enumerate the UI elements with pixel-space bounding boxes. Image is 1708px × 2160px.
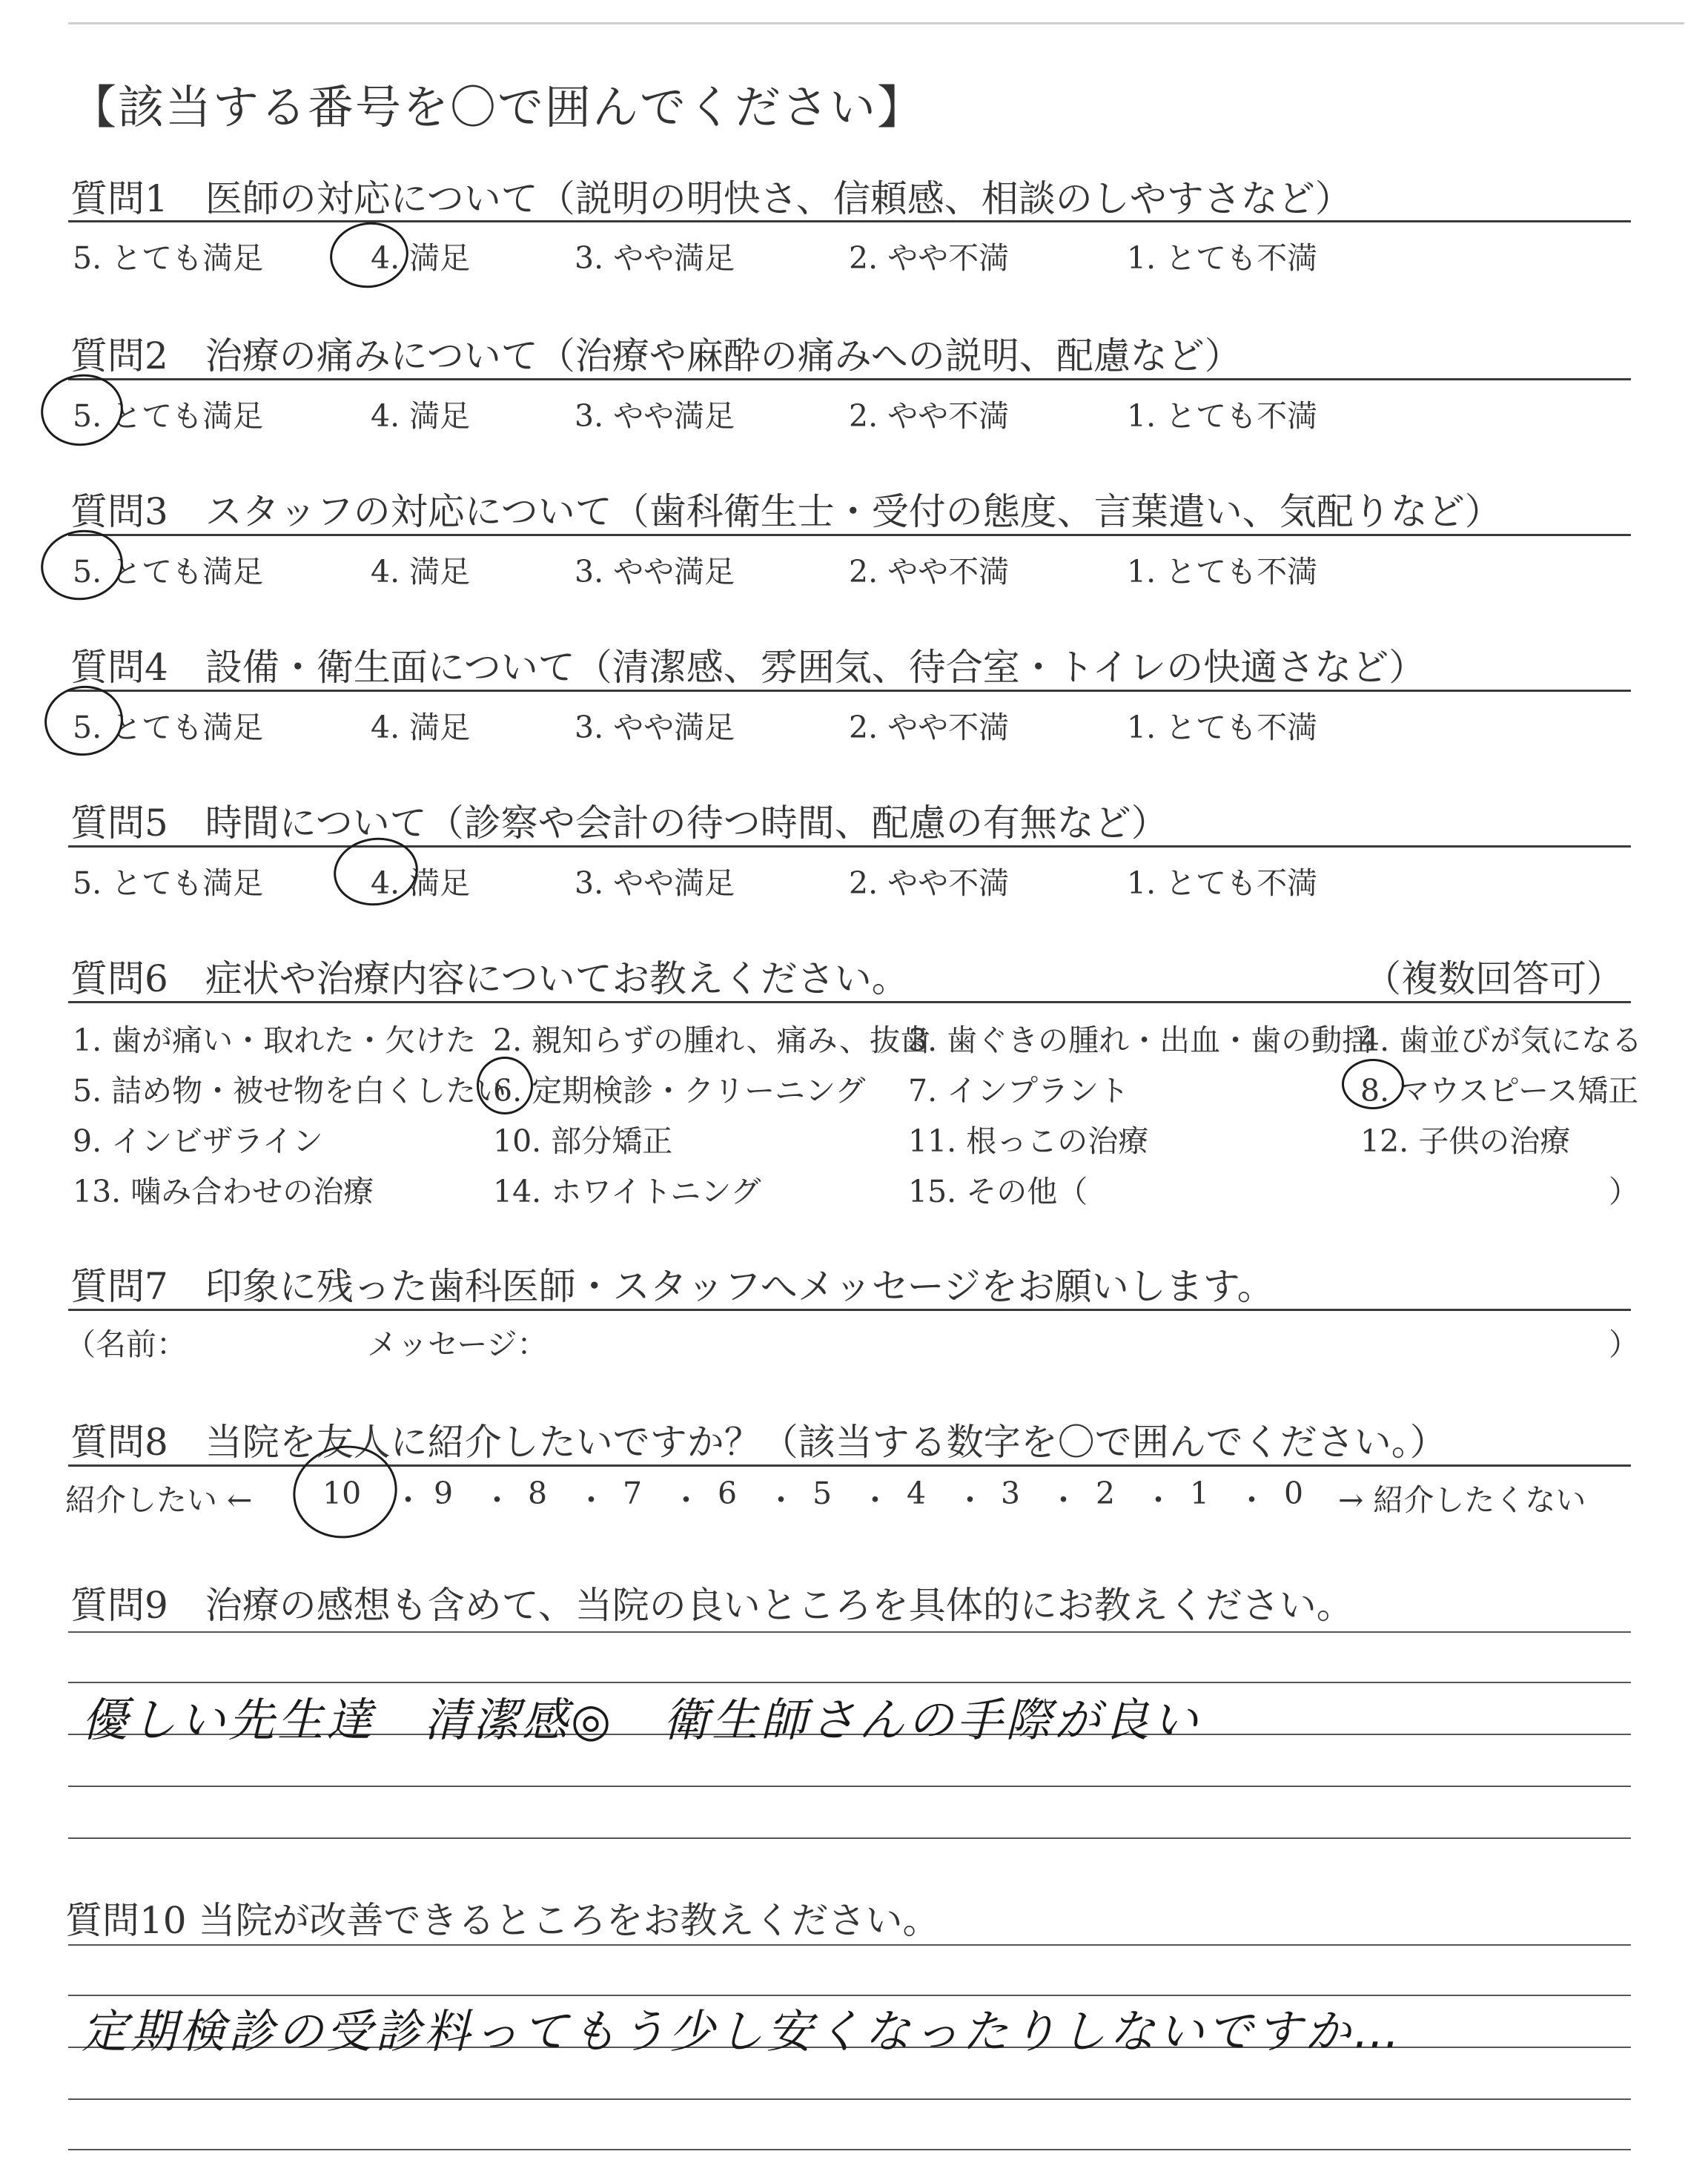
q6-item-6[interactable]: 6. 定期検診・クリーニング [493,1073,866,1109]
question-10-title: 質問10 当院が改善できるところをお教えください。 [65,1899,940,1942]
question-3-title: 質問3 スタッフの対応について（歯科衛生士・受付の態度、言葉遣い、気配りなど） [70,490,1502,533]
q10-answer-line-4 [68,2098,1631,2100]
q8-score-8[interactable]: 8 [528,1476,548,1511]
q8-separator: ・ [955,1482,985,1518]
q6-item-15-close: ） [1609,1174,1639,1209]
q8-left-label: 紹介したい ← [65,1482,253,1518]
q6-item-11[interactable]: 11. 根っこの治療 [908,1123,1149,1159]
q2-option-4[interactable]: 4. 満足 [371,398,471,434]
q8-score-10[interactable]: 10 [322,1476,362,1511]
q9-handwritten-answer: 優しい先生達 清潔感◎ 衛生師さんの手際が良い [82,1693,1202,1747]
q2-option-5[interactable]: 5. とても満足 [73,398,264,434]
q1-option-2[interactable]: 2. やや不満 [849,240,1010,276]
question-4-rule [68,690,1631,692]
q10-answer-line-1 [68,1944,1631,1946]
q3-option-1[interactable]: 1. とても不満 [1127,554,1318,589]
q6-item-10[interactable]: 10. 部分矯正 [493,1123,673,1159]
q8-score-2[interactable]: 2 [1096,1476,1116,1511]
q7-message-label: メッセージ： [367,1327,548,1362]
q8-separator: ・ [1237,1482,1267,1518]
question-2-title: 質問2 治療の痛みについて（治療や麻酔の痛みへの説明、配慮など） [70,334,1242,377]
q5-option-2[interactable]: 2. やや不満 [849,865,1010,901]
q6-item-1[interactable]: 1. 歯が痛い・取れた・欠けた [73,1023,477,1058]
q6-item-9[interactable]: 9. インビザライン [73,1123,323,1159]
q4-option-2[interactable]: 2. やや不満 [849,710,1010,745]
q4-selection-circle [40,681,128,761]
q5-option-3[interactable]: 3. やや満足 [575,865,735,901]
page-top-border [68,22,1684,24]
q8-separator: ・ [671,1482,701,1518]
question-6-title: 質問6 症状や治療内容についてお教えください。 [70,957,909,1000]
question-7-title: 質問7 印象に残った歯科医師・スタッフへメッセージをお願いします。 [70,1265,1274,1308]
question-3-rule [68,534,1631,536]
q5-option-5[interactable]: 5. とても満足 [73,865,264,901]
q6-item-8-selection-circle [1342,1059,1404,1109]
question-6-rule [68,1001,1631,1003]
q4-option-3[interactable]: 3. やや満足 [575,710,735,745]
q6-item-13[interactable]: 13. 噛み合わせの治療 [73,1174,374,1209]
q6-item-15[interactable]: 15. その他（ [908,1174,1088,1209]
q8-right-label: → 紹介したくない [1338,1482,1586,1518]
page-title: 【該当する番号を〇で囲んでください】 [70,80,925,134]
question-7-rule [68,1309,1631,1311]
q8-score-7[interactable]: 7 [623,1476,643,1511]
q2-selection-circle [36,368,129,452]
q8-score-1[interactable]: 1 [1190,1476,1210,1511]
question-5-title: 質問5 時間について（診察や会計の待つ時間、配慮の有無など） [70,802,1168,845]
q8-score-5[interactable]: 5 [812,1476,833,1511]
q8-score-0[interactable]: 0 [1284,1476,1304,1511]
q1-option-3[interactable]: 3. やや満足 [575,240,735,276]
q3-option-2[interactable]: 2. やや不満 [849,554,1010,589]
q3-option-3[interactable]: 3. やや満足 [575,554,735,589]
q9-answer-line-4 [68,1786,1631,1787]
question-6-note: （複数回答可） [1364,957,1623,1000]
q6-item-5[interactable]: 5. 詰め物・被せ物を白くしたい [73,1073,507,1109]
q4-option-1[interactable]: 1. とても不満 [1127,710,1318,745]
q1-option-1[interactable]: 1. とても不満 [1127,240,1318,276]
q2-option-1[interactable]: 1. とても不満 [1127,398,1318,434]
q9-answer-line-1 [68,1631,1631,1633]
q4-option-5[interactable]: 5. とても満足 [73,710,264,745]
q8-separator: ・ [1048,1482,1079,1518]
q1-option-4[interactable]: 4. 満足 [371,240,471,276]
q6-item-3[interactable]: 3. 歯ぐきの腫れ・出血・歯の動揺 [908,1023,1373,1058]
q10-answer-line-5 [68,2149,1631,2150]
q4-option-4[interactable]: 4. 満足 [371,710,471,745]
q1-option-5[interactable]: 5. とても満足 [73,240,264,276]
q7-close-paren: ） [1609,1327,1639,1362]
q8-separator: ・ [576,1482,606,1518]
q6-item-6-selection-circle [477,1057,533,1114]
q8-score-6[interactable]: 6 [718,1476,738,1511]
q6-item-4[interactable]: 4. 歯並びが気になる [1360,1023,1643,1058]
question-9-title: 質問9 治療の感想も含めて、当院の良いところを具体的にお教えください。 [70,1584,1354,1627]
q10-handwritten-answer: 定期検診の受診料ってもう少し安くなったりしないですか… [82,2004,1403,2058]
question-8-title: 質問8 当院を友人に紹介したいですか？（該当する数字を〇で囲んでください。） [70,1421,1447,1464]
q8-score-3[interactable]: 3 [1001,1476,1021,1511]
q8-score-4[interactable]: 4 [907,1476,927,1511]
q6-item-2[interactable]: 2. 親知らずの腫れ、痛み、抜歯 [493,1023,931,1058]
q8-separator: ・ [860,1482,890,1518]
q8-separator: ・ [482,1482,512,1518]
question-4-title: 質問4 設備・衛生面について（清潔感、雰囲気、待合室・トイレの快適さなど） [70,646,1426,689]
q6-item-12[interactable]: 12. 子供の治療 [1360,1123,1571,1159]
q6-item-14[interactable]: 14. ホワイトニング [493,1174,761,1209]
q7-name-label: （名前： [65,1327,187,1362]
q3-option-4[interactable]: 4. 満足 [371,554,471,589]
question-5-rule [68,845,1631,848]
q5-option-4[interactable]: 4. 満足 [371,865,471,901]
question-1-title: 質問1 医師の対応について（説明の明快さ、信頼感、相談のしやすさなど） [70,177,1352,220]
q3-option-5[interactable]: 5. とても満足 [73,554,264,589]
q5-option-1[interactable]: 1. とても不満 [1127,865,1318,901]
q8-separator: ・ [766,1482,796,1518]
q1-selection-circle [325,217,412,293]
question-2-rule [68,378,1631,380]
question-1-rule [68,220,1631,222]
q6-item-8[interactable]: 8. マウスピース矯正 [1360,1073,1639,1109]
q8-separator: ・ [393,1482,423,1518]
q6-item-7[interactable]: 7. インプラント [908,1073,1130,1109]
q2-option-2[interactable]: 2. やや不満 [849,398,1010,434]
q8-separator: ・ [1143,1482,1174,1518]
q9-answer-line-5 [68,1837,1631,1839]
q2-option-3[interactable]: 3. やや満足 [575,398,735,434]
q8-score-9[interactable]: 9 [434,1476,454,1511]
